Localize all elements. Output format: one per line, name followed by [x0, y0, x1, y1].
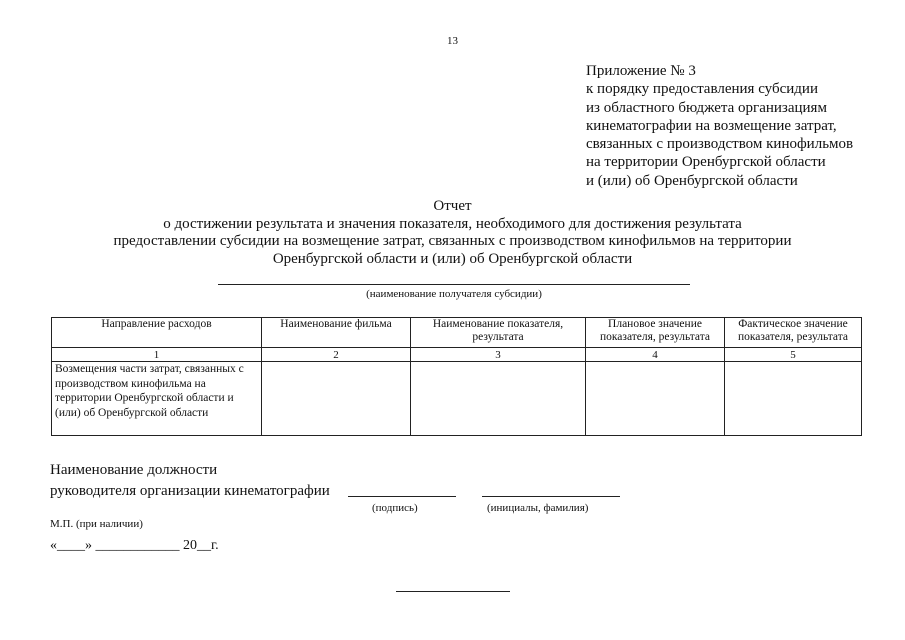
table-cell: [262, 362, 411, 436]
table-cell: Возмещения части затрат, связанных с производством кинофильма на территории Оренбургской области и (или) об Оренбургской области: [52, 362, 262, 436]
page-number: 13: [447, 35, 458, 47]
appendix-line: и (или) об Оренбургской области: [586, 172, 798, 189]
table-cell: [411, 362, 586, 436]
column-number-row: [52, 348, 862, 362]
report-title-line: Оренбургской области и (или) об Оренбургской области: [272, 250, 633, 267]
column-number: 1: [52, 348, 262, 362]
appendix-block: [586, 62, 853, 190]
column-header: Наименование фильма: [262, 318, 411, 348]
position-title-line: Наименование должности: [50, 462, 218, 478]
table-cell: [586, 362, 725, 436]
position-title-line: руководителя организации кинематографии: [50, 483, 330, 499]
column-number: 3: [411, 348, 586, 362]
signature-caption: (подпись): [372, 502, 418, 514]
signature-block: [50, 460, 330, 502]
column-number: 4: [586, 348, 725, 362]
recipient-underline: [218, 284, 690, 285]
column-header: Наименование показателя, результата: [411, 318, 586, 348]
report-table: [51, 317, 862, 436]
initials-caption: (инициалы, фамилия): [487, 502, 589, 514]
date-line: «____» ____________ 20__г.: [50, 538, 219, 553]
column-header: Плановое значение показателя, результата: [586, 318, 725, 348]
appendix-line: из областного бюджета организациям: [586, 99, 827, 116]
column-number: 5: [725, 348, 862, 362]
appendix-line: связанных с производством кинофильмов: [586, 136, 854, 153]
recipient-caption: (наименование получателя субсидии): [366, 288, 542, 300]
column-header: Фактическое значение показателя, результата: [725, 318, 862, 348]
table-header-row: [52, 318, 862, 348]
signature-underline: [348, 496, 456, 497]
column-header: Направление расходов: [52, 318, 262, 348]
stamp-note: М.П. (при наличии): [50, 518, 143, 530]
column-number: 2: [262, 348, 411, 362]
initials-underline: [482, 496, 620, 497]
appendix-line: на территории Оренбургской области: [586, 154, 826, 171]
report-title: [0, 198, 905, 268]
table-cell: [725, 362, 862, 436]
appendix-line: Приложение № 3: [586, 63, 696, 79]
report-title-line: Отчет: [433, 198, 472, 214]
footer-divider: [396, 591, 510, 592]
report-title-line: предоставлении субсидии на возмещение затрат, связанных с производством кинофильмов на территории: [113, 233, 792, 249]
table-row: [52, 362, 862, 436]
appendix-line: кинематографии на возмещение затрат,: [586, 117, 837, 134]
appendix-line: к порядку предоставления субсидии: [586, 81, 818, 98]
report-title-line: о достижении результата и значения показателя, необходимого для достижения результата: [163, 215, 742, 232]
